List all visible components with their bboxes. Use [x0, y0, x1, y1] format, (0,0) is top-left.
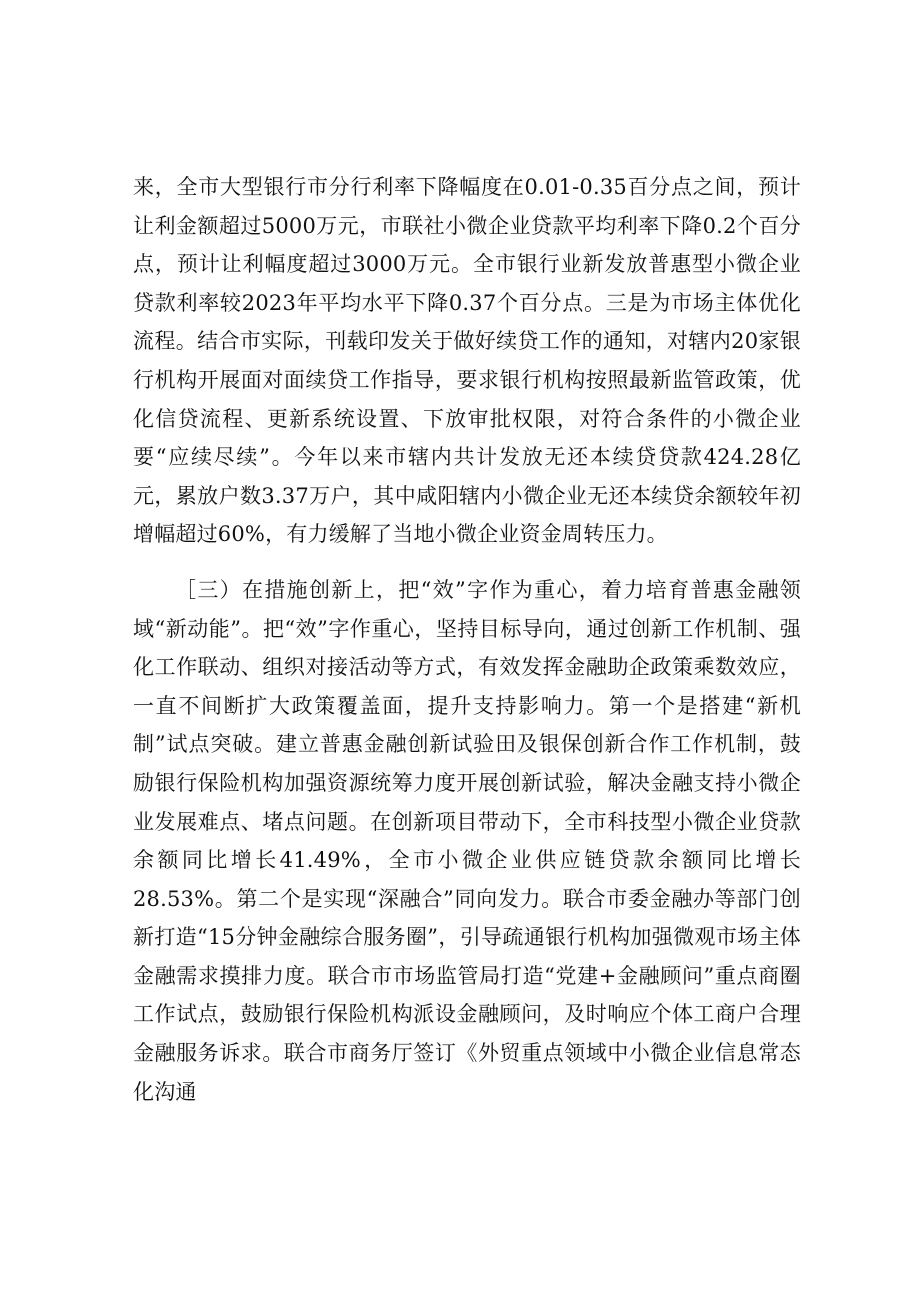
paragraph-measure-innovation: ［三）在措施创新上，把“效”字作为重心，着力培育普惠金融领域“新动能”。把“效”字作重心，坚持目标导向，通过创新工作机制、强化工作联动、组织对接活动等方式，有效发挥金融助企政策乘数效应，一直不间断扩大政策覆盖面，提升支持影响力。第一个是搭建“新机制”试点突破。建立普惠金融创新试验田及银保创新合作工作机制，鼓励银行保险机构加强资源统筹力度开展创新试验，解决金融支持小微企业发展难点、堵点问题。在创新项目带动下，全市科技型小微企业贷款余额同比增长41.49%，全市小微企业供应链贷款余额同比增长28.53%。第二个是实现“深融合”同向发力。联合市委金融办等部门创新打造“15分钟金融综合服务圈”，引导疏通银行机构加强微观市场主体金融需求摸排力度。联合市市场监管局打造“党建+金融顾问”重点商圈工作试点，鼓励银行保险机构派设金融顾问，及时响应个体工商户合理金融服务诉求。联合市商务厅签订《外贸重点领域中小微企业信息常态化沟通: [133, 577, 801, 1104]
document-body: [133, 168, 801, 1111]
paragraph-loan-rate-reduction: 来，全市大型银行市分行利率下降幅度在0.01-0.35百分点之间，预计让利金额超过5000万元，市联社小微企业贷款平均利率下降0.2个百分点，预计让利幅度超过3000万元。全市银行业新发放普惠型小微企业贷款利率较2023年平均水平下降0.37个百分点。三是为市场主体优化流程。结合市实际，刊载印发关于做好续贷工作的通知，对辖内20家银行机构开展面对面续贷工作指导，要求银行机构按照最新监管政策，优化信贷流程、更新系统设置、下放审批权限，对符合条件的小微企业要“应续尽续”。今年以来市辖内共计发放无还本续贷贷款424.28亿元，累放户数3.37万户，其中咸阳辖内小微企业无还本续贷余额较年初增幅超过60%，有力缓解了当地小微企业资金周转压力。: [133, 175, 801, 547]
